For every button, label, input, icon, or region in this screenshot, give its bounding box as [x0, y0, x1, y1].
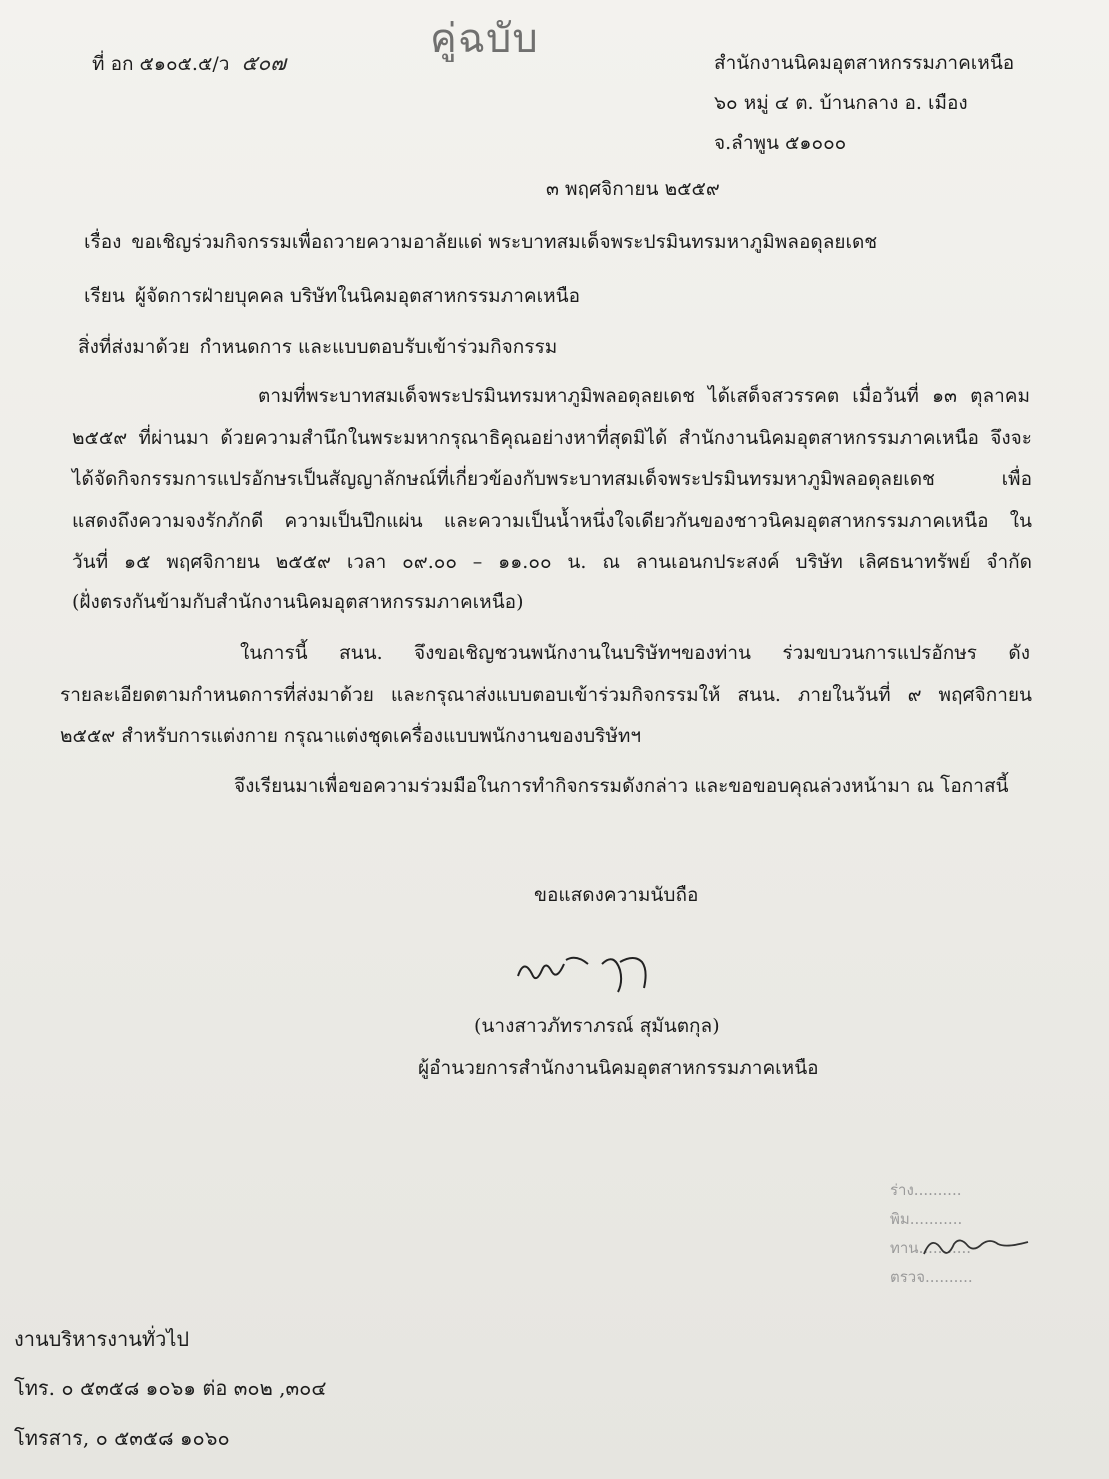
paragraph2-line: รายละเอียดตามกำหนดการที่ส่งมาด้วย และกรุณาส่งแบบตอบเข้าร่วมกิจกรรมให้ สนน. ภายในวันที่ ๙ พฤศจิกายน	[60, 684, 1032, 706]
reference-prefix: ที่ อก ๕๑๐๕.๕/ว	[92, 53, 230, 75]
recipient-line	[84, 283, 580, 309]
sender-address-line1: สำนักงานนิคมอุตสาหกรรมภาคเหนือ	[714, 52, 1015, 74]
paragraph1-line: วันที่ ๑๕ พฤศจิกายน ๒๕๕๙ เวลา ๐๙.๐๐ – ๑๑.๐๐ น. ณ ลานเอนกประสงค์ บริษัท เลิศธนาทรัพย์ จำกัด	[72, 551, 1032, 573]
sender-address-line3: จ.ลำพูน ๕๑๐๐๐	[714, 132, 847, 154]
routing-line: ตรวจ..........	[890, 1268, 973, 1286]
paragraph2-line: ๒๕๕๙ สำหรับการแต่งกาย กรุณาแต่งชุดเครื่องแบบพนักงานของบริษัทฯ	[60, 725, 642, 747]
footer-department: งานบริหารงานทั่วไป	[14, 1327, 190, 1351]
subject-label: เรื่อง	[84, 231, 122, 253]
signer-name: (นางสาวภัทราภรณ์ สุมันตกุล)	[474, 1015, 720, 1037]
copy-stamp: คู่ฉบับ	[430, 16, 539, 62]
routing-line: พิม...........	[890, 1210, 963, 1228]
paragraph2-line: ในการนี้ สนน. จึงขอเชิญชวนพนักงานในบริษัทฯของท่าน ร่วมขบวนการแปรอักษร ดัง	[240, 642, 1030, 664]
subject-line	[84, 229, 877, 255]
footer-fax: โทรสาร, ๐ ๕๓๕๘ ๑๐๖๐	[14, 1426, 230, 1450]
enclosure-line	[78, 334, 557, 360]
reference-number	[92, 50, 286, 77]
paragraph1-line: ๒๕๕๙ ที่ผ่านมา ด้วยความสำนึกในพระมหากรุณาธิคุณอย่างหาที่สุดมิได้ สำนักงานนิคมอุตสาหกรรมภาคเหนือ จึงจะ	[72, 427, 1032, 449]
sender-address-line2: ๖๐ หมู่ ๔ ต. บ้านกลาง อ. เมือง	[714, 92, 968, 114]
signer-title: ผู้อำนวยการสำนักงานนิคมอุตสาหกรรมภาคเหนือ	[418, 1057, 819, 1079]
enclosure-label: สิ่งที่ส่งมาด้วย	[78, 336, 190, 358]
paragraph1-line: ได้จัดกิจกรรมการแปรอักษรเป็นสัญญาลักษณ์ที่เกี่ยวข้องกับพระบาทสมเด็จพระปรมินทรมหาภูมิพลอดุลยเดช เพื่อ	[72, 468, 1032, 490]
paragraph1-line: (ฝั่งตรงกันข้ามกับสำนักงานนิคมอุตสาหกรรมภาคเหนือ)	[72, 591, 524, 613]
routing-initials	[918, 1232, 1038, 1262]
routing-line: ทาน...........	[890, 1239, 972, 1257]
paragraph1-line: แสดงถึงความจงรักภักดี ความเป็นปึกแผ่น และความเป็นน้ำหนึ่งใจเดียวกันของชาวนิคมอุตสาหกรรมภาคเหนือ ใน	[72, 510, 1032, 532]
reference-handwritten-number: ๕๐๗	[241, 51, 286, 75]
handwritten-signature	[510, 946, 670, 996]
enclosure-text: กำหนดการ และแบบตอบรับเข้าร่วมกิจกรรม	[199, 336, 558, 358]
recipient-label: เรียน	[84, 285, 125, 307]
recipient-text: ผู้จัดการฝ่ายบุคคล บริษัทในนิคมอุตสาหกรรมภาคเหนือ	[134, 285, 581, 307]
paragraph3: จึงเรียนมาเพื่อขอความร่วมมือในการทำกิจกรรมดังกล่าว และขอขอบคุณล่วงหน้ามา ณ โอกาสนี้	[234, 775, 1009, 797]
closing-salutation: ขอแสดงความนับถือ	[534, 884, 699, 906]
subject-text: ขอเชิญร่วมกิจกรรมเพื่อถวายความอาลัยแด่ พระบาทสมเด็จพระปรมินทรมหาภูมิพลอดุลยเดช	[131, 231, 878, 253]
routing-line: ร่าง..........	[890, 1181, 962, 1199]
footer-phone: โทร. ๐ ๕๓๕๘ ๑๐๖๑ ต่อ ๓๐๒ ,๓๐๔	[14, 1376, 327, 1400]
paragraph1-line: ตามที่พระบาทสมเด็จพระปรมินทรมหาภูมิพลอดุลยเดช ได้เสด็จสวรรคต เมื่อวันที่ ๑๓ ตุลาคม	[258, 385, 1030, 407]
letter-date: ๓ พฤศจิกายน ๒๕๕๙	[546, 178, 720, 200]
